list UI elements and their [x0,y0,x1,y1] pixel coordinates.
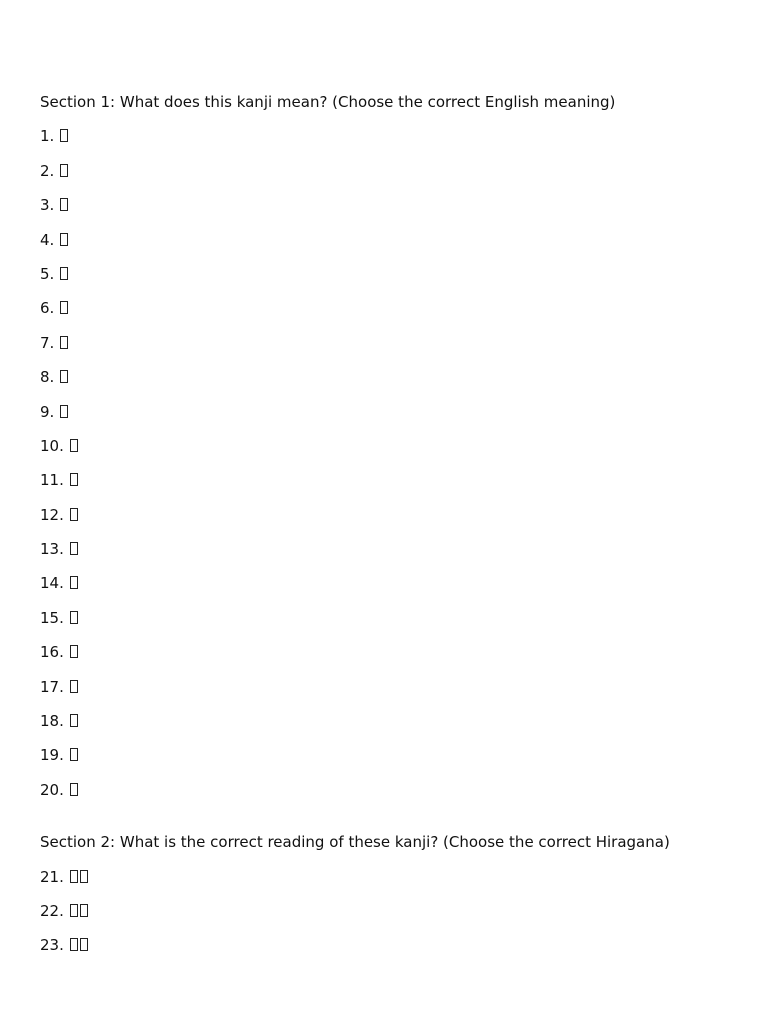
section-1-heading: Section 1: What does this kanji mean? (Choose the correct English meaning) [40,93,616,111]
missing-glyph-icon [60,301,68,314]
question-item [40,607,740,641]
question-item [40,710,740,744]
question-number: 17. [40,677,64,696]
missing-glyph-icon [70,783,78,796]
question-number: 3. [40,196,55,215]
missing-glyph-icon [60,233,68,246]
question-item [40,538,740,572]
question-number: 15. [40,608,64,627]
question-item [40,435,740,469]
question-number: 22. [40,901,64,920]
question-number: 6. [40,299,55,318]
question-item [40,332,740,366]
question-number: 21. [40,867,64,886]
missing-glyph-icon [70,576,78,589]
question-item [40,469,740,503]
missing-glyph-icon [70,645,78,658]
worksheet [40,91,740,969]
question-number: 20. [40,780,64,799]
question-item [40,676,740,710]
missing-glyph-icon [60,129,68,142]
missing-glyph-icon [70,439,78,452]
missing-glyph-icon [70,542,78,555]
missing-glyph-icon [80,938,88,951]
question-item [40,263,740,297]
question-item [40,572,740,606]
question-item [40,366,740,400]
missing-glyph-icon [70,714,78,727]
missing-glyph-icon [70,680,78,693]
question-number: 10. [40,436,64,455]
question-number: 5. [40,264,55,283]
question-number: 9. [40,402,55,421]
question-number: 7. [40,333,55,352]
question-item [40,125,740,159]
question-number: 18. [40,712,64,731]
missing-glyph-icon [70,611,78,624]
question-item [40,504,740,538]
missing-glyph-icon [60,198,68,211]
section-1-questions [40,125,740,813]
missing-glyph-icon [80,870,88,883]
question-item [40,744,740,778]
question-item [40,194,740,228]
question-number: 2. [40,161,55,180]
missing-glyph-icon [70,748,78,761]
missing-glyph-icon [70,508,78,521]
missing-glyph-icon [60,336,68,349]
missing-glyph-icon [70,904,78,917]
question-item [40,779,740,813]
question-number: 8. [40,368,55,387]
question-number: 14. [40,574,64,593]
section-spacer [40,813,740,831]
question-number: 13. [40,540,64,559]
missing-glyph-icon [70,473,78,486]
question-item [40,297,740,331]
question-item [40,229,740,263]
question-item [40,641,740,675]
missing-glyph-icon [70,938,78,951]
question-number: 11. [40,471,64,490]
question-item [40,900,740,934]
question-number: 23. [40,936,64,955]
question-item [40,401,740,435]
missing-glyph-icon [60,370,68,383]
section-2-heading: Section 2: What is the correct reading of these kanji? (Choose the correct Hiragana) [40,833,670,852]
question-item [40,160,740,194]
missing-glyph-icon [60,405,68,418]
question-item [40,934,740,968]
question-number: 19. [40,746,64,765]
missing-glyph-icon [70,870,78,883]
question-number: 4. [40,230,55,249]
missing-glyph-icon [60,164,68,177]
question-number: 1. [40,127,55,146]
question-number: 16. [40,643,64,662]
question-number: 12. [40,505,64,524]
question-item [40,866,740,900]
section-2-questions [40,866,740,969]
missing-glyph-icon [80,904,88,917]
missing-glyph-icon [60,267,68,280]
